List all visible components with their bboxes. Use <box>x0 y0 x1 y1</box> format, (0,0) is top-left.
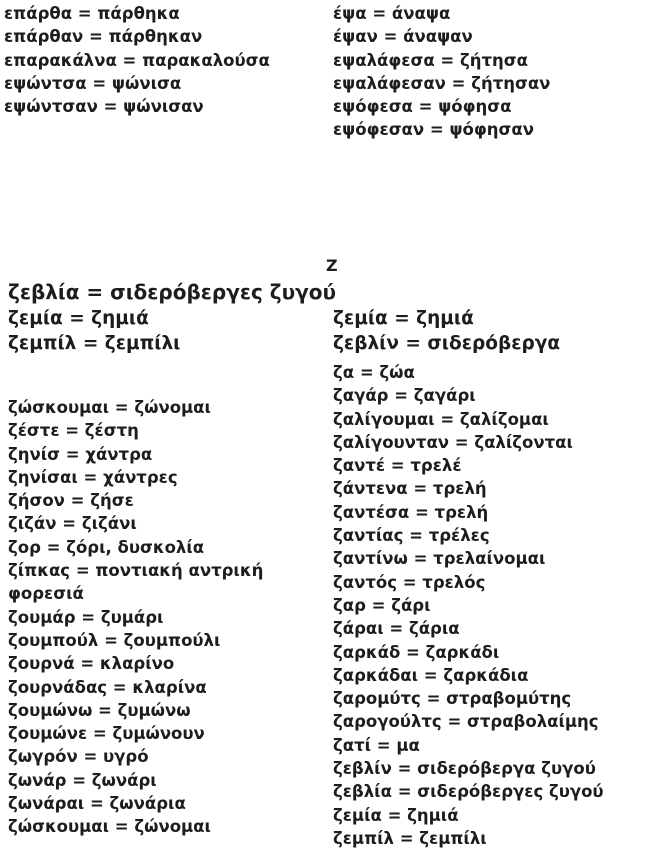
glossary-entry: επάρθαν = πάρθηκαν <box>4 27 203 47</box>
glossary-entry: ζουρνά = κλαρίνο <box>8 654 175 674</box>
glossary-entry: ζουμπούλ = ζουμπούλι <box>8 630 221 650</box>
glossary-entry: εψαλάφεσα = ζήτησα <box>333 50 528 70</box>
glossary-entry: ζέστε = ζέστη <box>8 421 139 441</box>
glossary-entry: ζαρομύτς = στραβομύτης <box>333 689 572 709</box>
z-left-column <box>8 396 263 839</box>
section-letter: Z <box>326 256 338 275</box>
glossary-entry: ζώσκουμαι = ζώνομαι <box>8 817 211 837</box>
z-right-column <box>333 361 604 850</box>
glossary-entry: ζουμώνω = ζυμώνω <box>8 700 191 720</box>
glossary-entry: ζαρκάδ = ζαρκάδι <box>333 642 500 662</box>
glossary-entry: επάρθα = πάρθηκα <box>4 4 180 23</box>
z-right-top-column <box>333 306 560 356</box>
glossary-entry: ζιζάν = ζιζάνι <box>8 514 137 534</box>
glossary-entry: ζάραι = ζάρια <box>333 619 460 639</box>
glossary-entry: ζωνάρ = ζωνάρι <box>8 770 157 790</box>
glossary-entry: εψαλάφεσαν = ζήτησαν <box>333 73 551 93</box>
section-heading-entry: ζεβλία = σιδερόβεργες ζυγού <box>8 280 336 304</box>
glossary-entry: ζεμπίλ = ζεμπίλι <box>333 828 487 848</box>
glossary-entry: ζαρκάδαι = ζαρκάδια <box>333 665 529 685</box>
glossary-entry: ζορ = ζόρι, δυσκολία <box>8 537 205 557</box>
glossary-entry: εψώντσαν = ψώνισαν <box>4 97 204 117</box>
glossary-entry: ζαντέ = τρελέ <box>333 456 462 476</box>
glossary-entry: έψαν = άναψαν <box>333 27 473 47</box>
glossary-entry: ζατί = μα <box>333 735 420 755</box>
glossary-entry: ζεμπίλ = ζεμπίλι <box>8 333 181 354</box>
glossary-entry: επαρακάλνα = παρακαλούσα <box>4 50 270 70</box>
glossary-entry: ζωγρόν = υγρό <box>8 747 149 767</box>
glossary-entry: εψώντσα = ψώνισα <box>4 73 182 93</box>
glossary-entry: ζωνάραι = ζωνάρια <box>8 794 186 814</box>
glossary-entry: ζώσκουμαι = ζώνομαι <box>8 398 211 417</box>
glossary-entry: ζαντέσα = τρελή <box>333 502 489 522</box>
glossary-entry: ζαρ = ζάρι <box>333 595 431 615</box>
glossary-entry: ζεμία = ζημιά <box>8 308 149 329</box>
glossary-entry: ζουρνάδας = κλαρίνα <box>8 677 207 697</box>
glossary-entry: ζαλίγουνταν = ζαλίζονται <box>333 432 573 452</box>
glossary-entry-continuation: φορεσιά <box>8 584 84 604</box>
glossary-entry: ζαρογούλτς = στραβολαίμης <box>333 712 599 732</box>
glossary-entry: ζεβλίν = σιδερόβεργα <box>333 333 561 354</box>
glossary-entry: ζαντίας = τρέλες <box>333 526 490 546</box>
glossary-entry: ζουμάρ = ζυμάρι <box>8 607 164 627</box>
glossary-entry: ζηνίσαι = χάντρες <box>8 467 178 487</box>
glossary-entry: ζήσον = ζήσε <box>8 491 134 511</box>
glossary-entry: ζουμώνε = ζυμώνουν <box>8 724 205 744</box>
glossary-entry: ζα = ζώα <box>333 363 415 382</box>
top-left-column <box>4 2 270 118</box>
glossary-entry: ζεβλία = σιδερόβεργες ζυγού <box>333 782 604 802</box>
glossary-entry: ζαντίνω = τρελαίνομαι <box>333 549 546 569</box>
glossary-entry: ζεμία = ζημιά <box>333 308 474 329</box>
glossary-entry: ζαλίγουμαι = ζαλίζομαι <box>333 409 549 429</box>
glossary-entry: έψα = άναψα <box>333 4 451 23</box>
glossary-entry: εψόφεσα = ψόφησα <box>333 97 512 117</box>
glossary-entry: ζεβλίν = σιδερόβεργα ζυγού <box>333 759 596 779</box>
glossary-entry: ζαγάρ = ζαγάρι <box>333 386 476 406</box>
top-right-column <box>333 2 550 142</box>
glossary-entry: εψόφεσαν = ψόφησαν <box>333 120 534 140</box>
z-left-top-column <box>8 306 180 356</box>
glossary-entry: ζάντενα = τρελή <box>333 479 487 499</box>
glossary-entry: ζαντός = τρελός <box>333 572 486 592</box>
glossary-entry: ζίπκας = ποντιακή αντρική <box>8 561 264 581</box>
glossary-entry: ζεμία = ζημιά <box>333 805 459 825</box>
glossary-entry: ζηνίσ = χάντρα <box>8 444 153 464</box>
